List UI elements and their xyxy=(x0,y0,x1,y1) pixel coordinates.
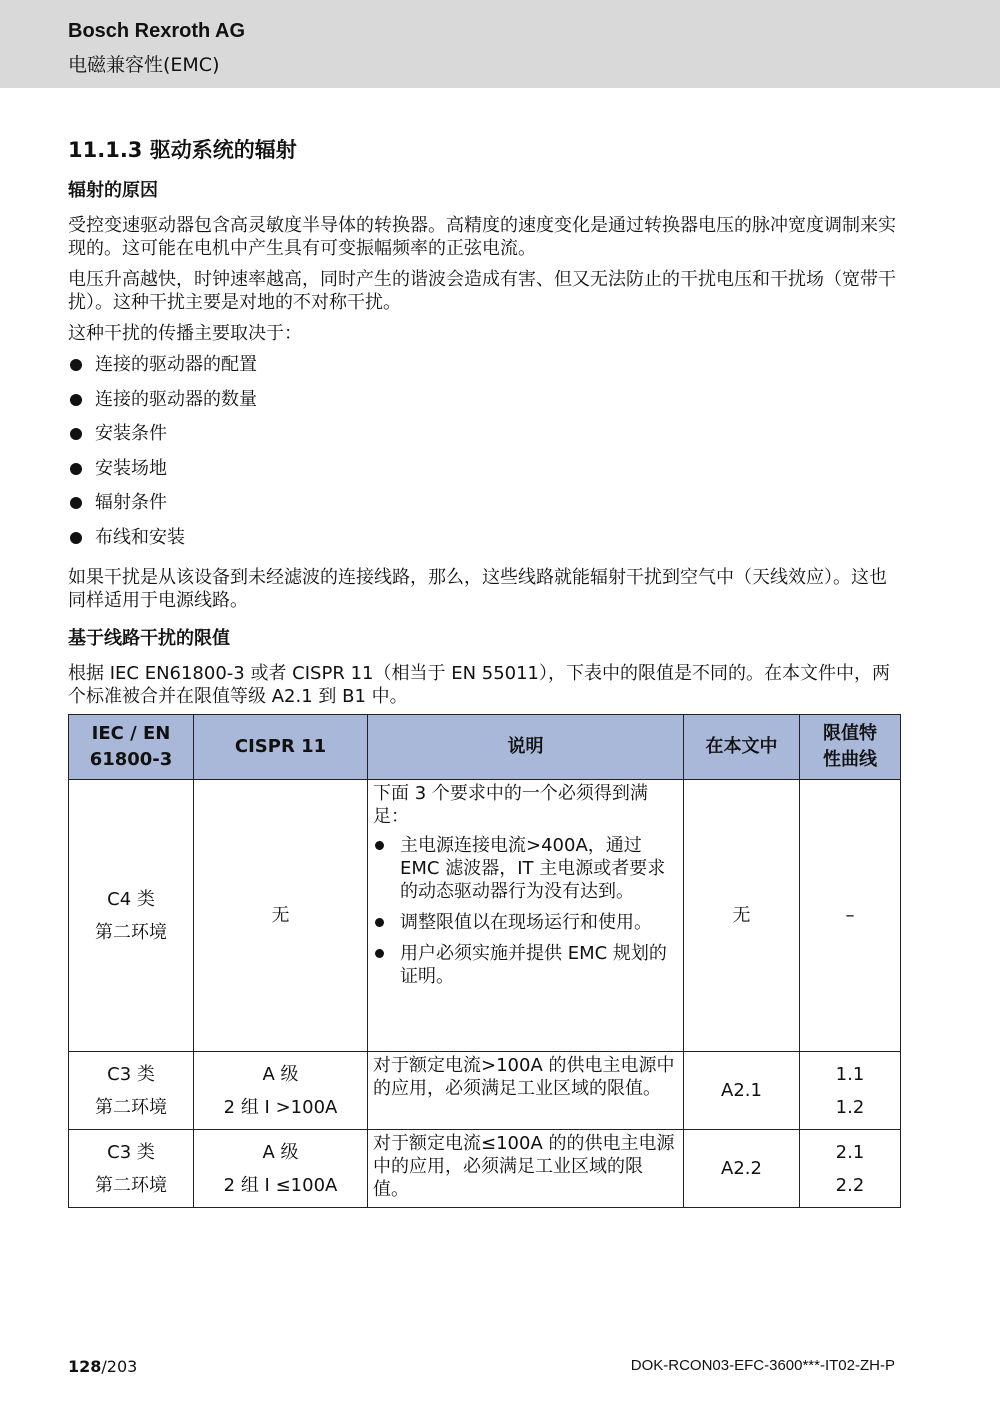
cell-iec: C3 类 第二环境 xyxy=(69,1130,194,1208)
list-item: 安装条件 xyxy=(68,422,900,457)
chapter-subtitle: 电磁兼容性(EMC) xyxy=(68,54,220,76)
paragraph: 根据 IEC EN61800-3 或者 CISPR 11（相当于 EN 55011），下表中的限值是不同的。在本文件中，两个标准被合并在限值等级 A2.1 到 B1 中。 xyxy=(68,663,891,707)
page-header xyxy=(0,0,1000,88)
cell-cispr: 无 xyxy=(194,780,368,1052)
cell-iec: C4 类 第二环境 xyxy=(69,780,194,1052)
limits-table xyxy=(68,714,901,1208)
list-item: 用户必须实施并提供 EMC 规划的证明。 xyxy=(373,942,677,988)
list-item: 调整限值以在现场运行和使用。 xyxy=(373,911,677,934)
cell-in-document: 无 xyxy=(684,780,800,1052)
header-cispr: CISPR 11 xyxy=(194,715,368,780)
paragraph: 如果干扰是从该设备到未经滤波的连接线路，那么，这些线路就能辐射干扰到空气中（天线效应）。这也同样适用于电源线路。 xyxy=(68,567,887,611)
cell-limit-curve: – xyxy=(800,780,901,1052)
paragraph: 电压升高越快，时钟速率越高，同时产生的谐波会造成有害、但又无法防止的干扰电压和干扰场（宽带干扰）。这种干扰主要是对地的不对称干扰。 xyxy=(68,269,896,313)
document-id: DOK-RCON03-EFC-3600***-IT02-ZH-P xyxy=(630,1357,895,1374)
limits-heading: 基于线路干扰的限值 xyxy=(68,628,230,649)
table-header-row xyxy=(69,715,901,780)
company-name: Bosch Rexroth AG xyxy=(68,20,246,42)
paragraph: 这种干扰的传播主要取决于： xyxy=(68,323,302,344)
cell-limit-curve: 1.1 1.2 xyxy=(800,1052,901,1130)
list-item: 连接的驱动器的数量 xyxy=(68,388,900,423)
list-item: 布线和安装 xyxy=(68,526,900,561)
cell-description: 下面 3 个要求中的一个必须得到满足： 主电源连接电流>400A，通过 EMC 滤波器，IT 主电源或者要求的动态驱动器行为没有达到。 调整限值以在现场运行和使用。 用户必须实施并提供 EMC 规划的证明。 xyxy=(368,780,684,1052)
page-number: 128/203 xyxy=(68,1357,138,1376)
cell-description: 对于额定电流≤100A 的的供电主电源中的应用，必须满足工业区域的限值。 xyxy=(368,1130,684,1208)
cell-description: 对于额定电流>100A 的供电主电源中的应用，必须满足工业区域的限值。 xyxy=(368,1052,684,1130)
cell-cispr: A 级 2 组 I >100A xyxy=(194,1052,368,1130)
list-item: 安装场地 xyxy=(68,457,900,492)
table-row xyxy=(69,780,901,1052)
cell-limit-curve: 2.1 2.2 xyxy=(800,1130,901,1208)
list-item: 连接的驱动器的配置 xyxy=(68,353,900,388)
header-iec: IEC / EN 61800-3 xyxy=(69,715,194,780)
cause-heading: 辐射的原因 xyxy=(68,180,158,201)
page-content xyxy=(68,134,900,1208)
table-row xyxy=(69,1130,901,1208)
header-limit-curve: 限值特 性曲线 xyxy=(800,715,901,780)
cell-in-document: A2.1 xyxy=(684,1052,800,1130)
factor-list xyxy=(68,353,900,560)
header-description: 说明 xyxy=(368,715,684,780)
list-item: 辐射条件 xyxy=(68,491,900,526)
cell-cispr: A 级 2 组 I ≤100A xyxy=(194,1130,368,1208)
cell-in-document: A2.2 xyxy=(684,1130,800,1208)
header-in-document: 在本文中 xyxy=(684,715,800,780)
list-item: 主电源连接电流>400A，通过 EMC 滤波器，IT 主电源或者要求的动态驱动器行为没有达到。 xyxy=(373,834,677,903)
paragraph: 受控变速驱动器包含高灵敏度半导体的转换器。高精度的速度变化是通过转换器电压的脉冲宽度调制来实现的。这可能在电机中产生具有可变振幅频率的正弦电流。 xyxy=(68,215,896,259)
section-title: 11.1.3 驱动系统的辐射 xyxy=(68,138,297,162)
cell-iec: C3 类 第二环境 xyxy=(69,1052,194,1130)
table-row xyxy=(69,1052,901,1130)
